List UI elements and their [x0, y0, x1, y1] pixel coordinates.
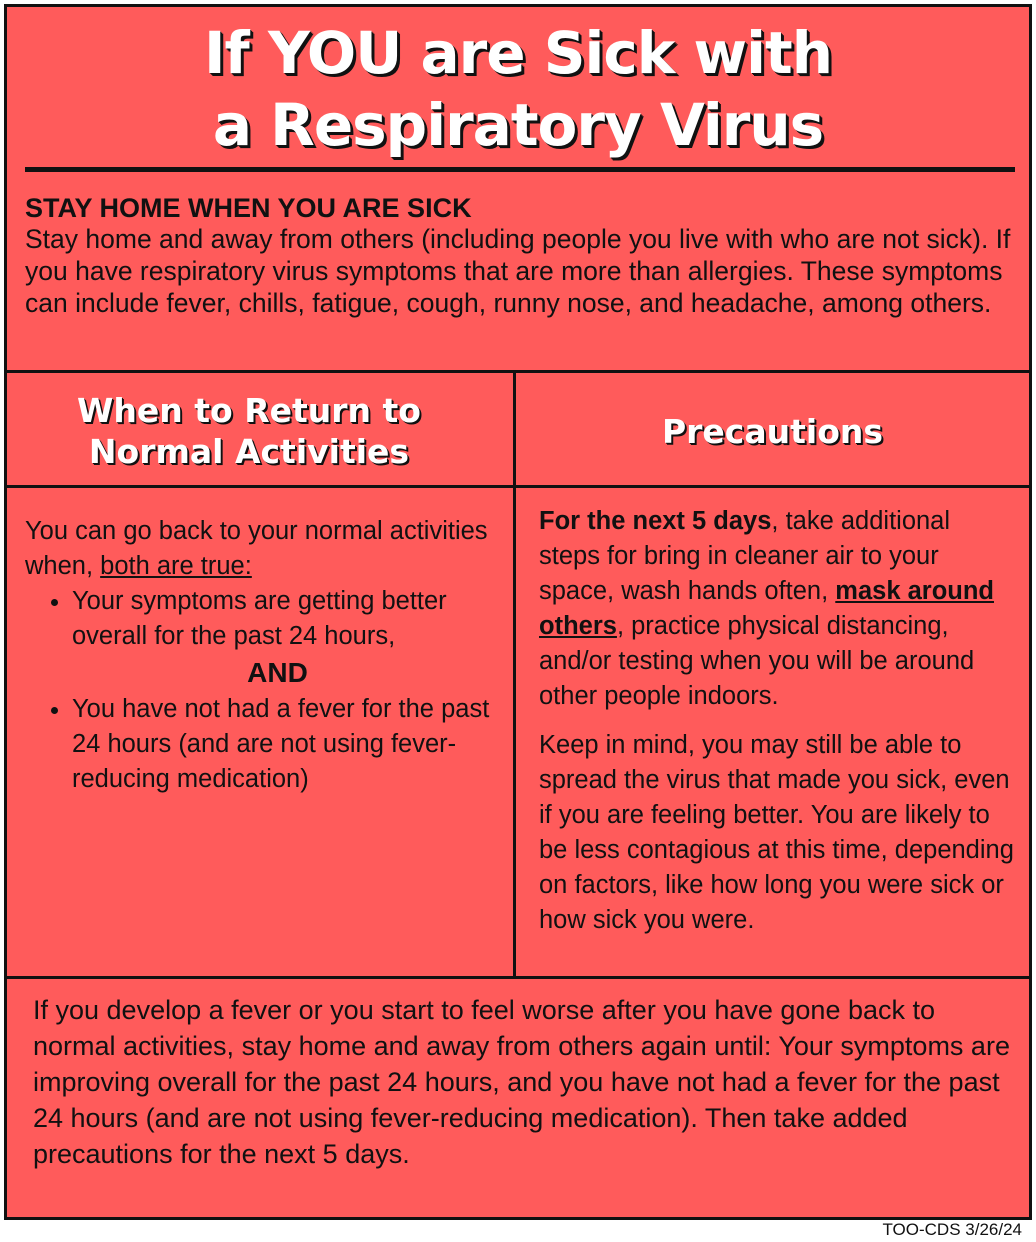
precautions-paragraph-2: Keep in mind, you may still be able to spread the virus that made you sick, even if you are feeling better. You are likely to be less contagious at this time, depending on factors, like how long you were sick or how sick you were.	[539, 731, 1014, 934]
section-divider-bottom	[7, 976, 1029, 979]
title-line-1: If YOU are Sick with	[203, 19, 833, 87]
stay-home-body: Stay home and away from others (including people you live with who are not sick). If you have respiratory virus symptoms that are more than allergies. These symptoms can include fever, chills, fatigue, cough, runny nose, and headache, among others.	[25, 224, 1011, 318]
document-code: TOO-CDS 3/26/24	[882, 1220, 1022, 1239]
stay-home-heading: STAY HOME WHEN YOU ARE SICK	[25, 193, 472, 223]
title-line-2: a Respiratory Virus	[212, 91, 824, 159]
worsening-guidance: If you develop a fever or you start to feel worse after you have gone back to normal activities, stay home and away from others again until: Your symptoms are improving overall for the past 24 hours, and you have not had a fever for the past 24 hours (and are not using fever-reducing medication). Then take added precautions for the next 5 days.	[33, 995, 1010, 1169]
page-title	[7, 17, 1029, 161]
precautions-column-body	[539, 504, 1017, 952]
title-area	[7, 7, 1029, 172]
list-item: • Your symptoms are getting better overall for the past 24 hours,	[72, 584, 500, 654]
mask-emphasis: mask around others	[539, 577, 994, 640]
return-heading-line-1: When to Return to	[77, 391, 421, 430]
return-heading-line-2: Normal Activities	[88, 432, 410, 471]
flyer-poster	[4, 4, 1032, 1220]
section-divider-top	[7, 370, 1029, 373]
return-criteria-list-2	[25, 692, 500, 797]
title-divider	[25, 167, 1015, 172]
precautions-paragraph-1	[539, 504, 1017, 714]
precautions-duration: For the next 5 days	[539, 507, 772, 535]
return-column-body	[25, 514, 500, 797]
return-intro-text: You can go back to your normal activities when,	[25, 517, 488, 580]
return-intro-emphasis: both are true:	[100, 552, 252, 580]
precautions-text-b: , practice physical distancing, and/or testing when you will be around other people indoors.	[539, 612, 975, 710]
precautions-text-a: , take additional steps for bring in cleaner air to your space, wash hands often,	[539, 507, 951, 605]
and-connector: AND	[247, 657, 308, 688]
return-criteria-list	[25, 584, 500, 654]
precautions-heading: Precautions	[661, 411, 884, 451]
return-column-heading	[7, 376, 491, 486]
precautions-column-heading	[516, 376, 1029, 486]
list-item: • You have not had a fever for the past 24 hours (and are not using fever-reducing medication)	[72, 692, 500, 797]
stay-home-section	[25, 193, 1015, 319]
return-intro	[25, 514, 500, 584]
